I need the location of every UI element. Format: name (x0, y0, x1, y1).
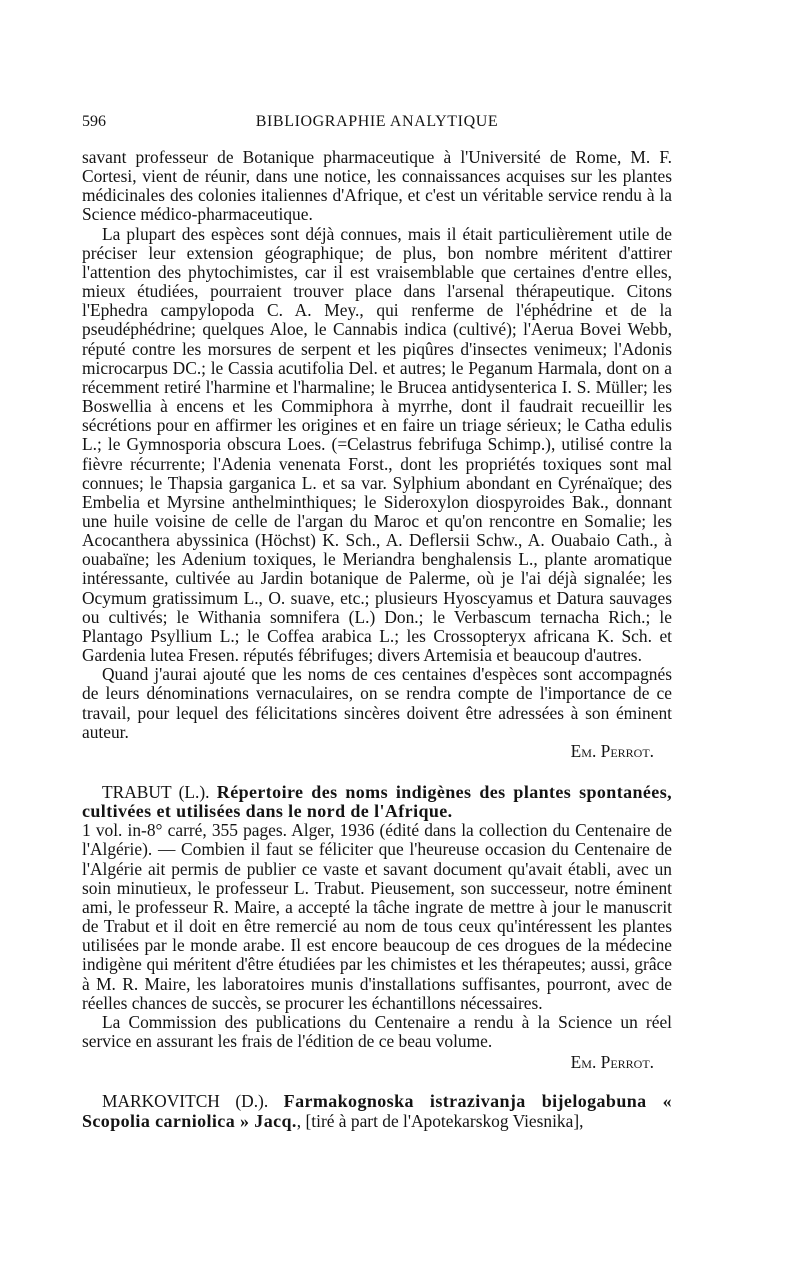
review3-author: MARKOVITCH (D.). (102, 1091, 269, 1112)
review1-paragraph-1: savant professeur de Botanique pharmaceutique à l'Université de Rome, M. F. Cortesi, vient de réunir, dans une notice, les connaissances acquises sur les plantes médicinales des colonies italiennes d'Afrique, et c'est un véritable service rendu à la Science médico-pharmaceutique. (82, 147, 672, 225)
page-header (82, 112, 672, 132)
document-page (82, 112, 672, 1131)
review3-heading (82, 1092, 672, 1130)
review2-author: TRABUT (L.). (102, 782, 210, 802)
review1-signature: Em. Perrot. (570, 740, 654, 761)
review2-signature: Em. Perrot. (570, 1052, 654, 1073)
page-number: 596 (82, 113, 106, 130)
review2-paragraph-1: 1 vol. in-8° carré, 355 pages. Alger, 1936 (édité dans la collection du Centenaire de l'Algérie). — Combien il faut se féliciter que l'heureuse occasion du Centenaire de l'Algérie ait permis de publier ce vaste et savant document qu'avait établi, avec un soin minutieux, le professeur L. Trabut. Pieusement, son successeur, notre éminent ami, le professeur R. Maire, a accepté la tâche ingrate de mettre à jour le manuscrit de Trabut et il doit en être remercié au nom de tous ceux qu'intéressent les plantes utilisées par le monde arabe. Il est encore beaucoup de ces drogues de la médecine indigène qui méritent d'être étudiées par les chimistes et les thérapeutes; aussi, grâce à M. R. Maire, les laboratoires munis d'installations suffisantes, pourront, avec de réelles chances de succès, se procurer les échantillons nécessaires. (82, 820, 672, 1013)
review3-title: Farmakognoska istrazivanja bijelogabuna « Scopolia carniolica » Jacq. (82, 1091, 672, 1131)
review3-paragraph-1: , [tiré à part de l'Apotekarskog Viesnika], (296, 1110, 584, 1131)
review2-heading (82, 783, 672, 821)
running-title: BIBLIOGRAPHIE ANALYTIQUE (255, 113, 499, 130)
review2-title: Répertoire des noms indigènes des plantes spontanées, cultivées et utilisées dans le nord de l'Afrique. (82, 782, 672, 822)
review1-paragraph-2: La plupart des espèces sont déjà connues, mais il était particulièrement utile de préciser leur extension géographique; de plus, bon nombre méritent d'attirer l'attention des phytochimistes, car il est vraisemblable que certaines d'entre elles, mieux étudiées, pourraient trouver place dans l'arsenal thérapeutique. Citons l'Ephedra campylopoda C. A. Mey., qui renferme de l'éphédrine et de la pseudéphédrine; quelques Aloe, le Cannabis indica (cultivé); l'Aerua Bovei Webb, réputé contre les morsures de serpent et les piqûres d'insectes venimeux; l'Adonis microcarpus DC.; le Cassia acutifolia Del. et autres; le Peganum Harmala, dont on a récemment retiré l'harmine et l'harmaline; le Brucea antidysenterica I. S. Müller; les Boswellia à encens et les Commiphora à myrrhe, dont il faudrait recueillir les sécrétions pour en affirmer les origines et en faire un triage sérieux; le Catha edulis L.; le Gymnosporia obscura Loes. (=Celastrus febrifuga Schimp.), utilisé contre la fièvre récurrente; l'Adenia venenata Forst., dont les propriétés toxiques sont mal connues; le Thapsia garganica L. et sa var. Sylphium abondant en Cyrénaïque; des Embelia et Myrsine anthelminthiques; le Sideroxylon diospyroides Bak., donnant une huile voisine de celle de l'argan du Maroc et qu'on rencontre en Somalie; les Acocanthera abyssinica (Höchst) K. Sch., A. Deflersii Schw., A. Ouabaio Cath., à ouabaïne; les Adenium toxiques, le Meriandra benghalensis L., plante aromatique intéressante, cultivée au Jardin botanique de Palerme, où je l'ai déjà signalée; les Ocymum gratissimum L., O. suave, etc.; plusieurs Hyoscyamus et Datura sauvages ou cultivés; le Withania somnifera (L.) Don.; le Verbascum ternacha Rich.; le Plantago Psyllium L.; le Coffea arabica L.; les Crossopteryx africana K. Sch. et Gardenia lutea Fresen. réputés fébrifuges; divers Artemisia et beaucoup d'autres. (82, 223, 672, 666)
review1-paragraph-3-text: Quand j'aurai ajouté que les noms de ces centaines d'espèces sont accompagnés de leurs dénominations vernaculaires, on se rendra compte de l'importance de ce travail, pour lequel des félicitations sincères doivent être adressées à son éminent auteur. (82, 664, 672, 742)
review1-signature-line (82, 742, 672, 761)
review1-paragraph-3 (82, 665, 672, 742)
review2-signature-line (82, 1053, 672, 1072)
review2-paragraph-2: La Commission des publications du Centenaire a rendu à la Science un réel service en assurant les frais de l'édition de ce beau volume. (82, 1011, 672, 1052)
